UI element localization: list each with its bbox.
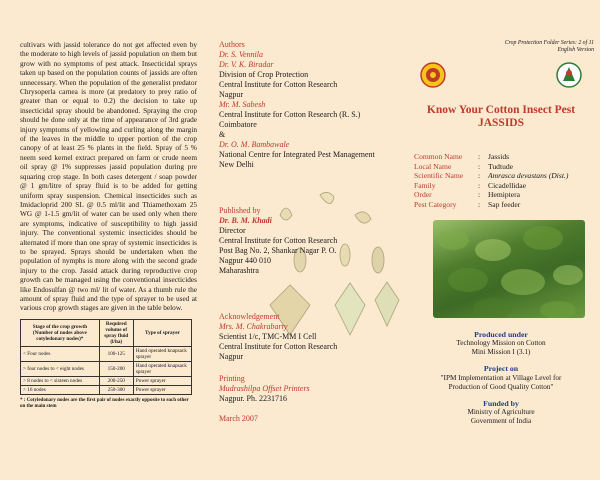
table-cell: Power sprayer — [133, 376, 191, 385]
info-value: Amrasca devastans (Dist.) — [488, 171, 569, 181]
table-cell: 100-125 — [99, 346, 133, 361]
table-cell: > 16 nodes — [21, 385, 100, 394]
table-cell: 250-300 — [99, 385, 133, 394]
project-line: Production of Good Quality Cotton" — [448, 382, 554, 391]
table-header-row — [21, 319, 192, 346]
printing-heading: Printing — [219, 374, 245, 383]
affiliation-line: Central Institute for Cotton Research — [219, 80, 338, 89]
info-label: Family — [414, 180, 436, 190]
info-separator: : — [478, 180, 481, 190]
affiliation-line: Nagpur — [219, 90, 243, 99]
table-footnote: * : Cotyledonary nodes are the first pair of nodes exactly opposite to each other on the main stem — [20, 397, 189, 409]
acknowledgement-line: Scientist 1/c, TMC-MM I Cell — [219, 332, 317, 341]
info-label: Local Name — [414, 161, 452, 171]
table-cell: Power sprayer — [133, 385, 191, 394]
info-value: Cicadellidae — [488, 180, 526, 190]
publisher-address: Post Bag No. 2, Shankar Nagar P. O. — [219, 246, 337, 255]
table-cell: Hand operated knapsack sprayer — [133, 346, 191, 361]
publisher-role: Director — [219, 226, 246, 235]
project-heading: Project on — [483, 364, 519, 374]
ampersand: & — [219, 130, 226, 139]
info-row — [414, 200, 594, 210]
acknowledgement-line: Central Institute for Cotton Research — [219, 342, 338, 351]
cotton-leaves-icon — [433, 220, 585, 318]
info-separator: : — [478, 161, 481, 171]
acknowledged-person: Mrs. M. Chakrabarty — [219, 322, 288, 331]
table-row — [21, 385, 192, 394]
table-row — [21, 376, 192, 385]
info-separator: : — [478, 171, 481, 181]
affiliation-line: New Delhi — [219, 160, 254, 169]
produced-line: Mini Mission I (3.1) — [471, 348, 531, 357]
table-row — [21, 346, 192, 361]
management-text: cultivars with jassid tolerance do not get affected even by the moderate to high levels of jassid population on them but grow with no symptoms of pest attack. Insecticidal sprays taken up based on the population counts of jassids are often unnecessary. When the population of the generalist predator Chrysoperla carnea is more (at predatory to prey ratio of greater than or equal to 0.2) the decision to take up insecticidal spray should be abandoned. Spraying the crop should be done only at the time of appearance of 3rd grade injury symptoms of yellowing and curling along the margin of the leaves in the middle to upper portion of the crop canopy of at least 25 % plants in the field. Spray of 5 % neem seed kernel extract prepared on farm or crude neem oil spray @ 1% suppresses jassid population during pre squaring crop stage. In both cases detergent / soap powder @ 1 gm/litre of spray fluid is to be added for getting uniform spray suspension. Chemical insecticides such as Imidacloprid 200 SL @ 0.5 ml/lit and Thiamethoxam 25 WG @ 1-1.5 gm/lit of water can be used only when there are symptoms, indicative of susceptibility to high jassid injury. The conventional systemic insecticides should be alternated if more than one spray of systemic insecticides is to be sprayed. Sprays should be undertaken when the population of nymphs is more along with the second grade injury to the crop. Jassid attack during reproductive crop growth can be managed using the conventional insecticides like Endosulfan @ two ml/ lit of water. As a thumb rule the amount of spray fluid and the type of sprayer to be used at various crop growth stages are given in the table below. — [20, 40, 197, 313]
left-panel — [0, 0, 205, 480]
info-row — [414, 181, 594, 191]
info-label: Pest Category — [414, 199, 457, 209]
pest-title: JASSIDS — [477, 117, 525, 129]
info-value: Tudtude — [488, 161, 514, 171]
table-cell: > four nodes to < eight nodes — [21, 361, 100, 376]
info-label: Scientific Name — [414, 171, 464, 181]
info-row — [414, 152, 594, 162]
authors-heading: Authors — [219, 40, 245, 49]
info-label: Order — [414, 190, 432, 200]
info-value: Hemiptera — [488, 190, 521, 200]
produced-line: Technology Mission on Cotton — [456, 339, 546, 348]
publisher-name: Dr. B. M. Khadi — [219, 216, 272, 225]
table-header: Stage of the crop growth (Number of nodes above cotyledonary nodes)* — [21, 319, 100, 346]
table-row — [21, 361, 192, 376]
right-panel — [400, 0, 600, 480]
publication-date: March 2007 — [219, 414, 258, 423]
affiliation-line: Division of Crop Protection — [219, 70, 309, 79]
publisher-address: Central Institute for Cotton Research — [219, 236, 338, 245]
info-value: Sap feeder — [488, 199, 521, 209]
info-value: Jassids — [488, 152, 510, 161]
publisher-address: Nagpur 440 010 — [219, 256, 271, 265]
publisher-address: Maharashtra — [219, 266, 259, 275]
produced-heading: Produced under — [474, 329, 528, 339]
printer-address: Nagpur. Ph. 2231716 — [219, 394, 287, 403]
icar-logo-icon — [420, 62, 446, 88]
middle-panel — [205, 0, 405, 480]
published-heading: Published by — [219, 206, 261, 215]
cotton-field-photo — [433, 220, 585, 318]
funded-heading: Funded by — [483, 398, 519, 408]
table-cell: Hand operated knapsack sprayer — [133, 361, 191, 376]
info-label: Common Name — [414, 152, 463, 161]
info-row — [414, 162, 594, 172]
author-name: Dr. S. Vennila — [219, 50, 263, 59]
affiliation-line: National Centre for Integrated Pest Management — [219, 150, 375, 159]
project-line: "IPM Implementation at Village Level for — [440, 373, 562, 382]
table-cell: 150-200 — [99, 361, 133, 376]
table-header: Type of sprayer — [133, 319, 191, 346]
pest-info-list — [414, 152, 594, 210]
funded-line: Ministry of Agriculture — [467, 408, 535, 417]
info-separator: : — [478, 152, 481, 161]
author-name: Mr. M. Sabesh — [219, 100, 266, 109]
author-name: Dr. O. M. Bambawale — [219, 140, 290, 149]
acknowledgement-heading: Acknowledgement — [219, 312, 280, 321]
affiliation-line: Coimbatore — [219, 120, 257, 129]
table-header: Required volume of spray fluid (l/ha) — [99, 319, 133, 346]
printer-name: Mudrashilpa Offset Printers — [219, 384, 310, 393]
page-title: Know Your Cotton Insect Pest — [426, 104, 576, 116]
table-cell: > 8 nodes to < sixteen nodes — [21, 376, 100, 385]
info-row — [414, 171, 594, 181]
cicr-logo-icon — [556, 62, 582, 88]
funded-line: Government of India — [470, 417, 532, 426]
acknowledgement-line: Nagpur — [219, 352, 243, 361]
info-separator: : — [478, 190, 481, 200]
info-separator: : — [478, 199, 481, 209]
series-label: Crop Protection Folder Series: 2 of 11 — [504, 40, 594, 46]
logo-row — [408, 54, 594, 88]
table-cell: < Four nodes — [21, 346, 100, 361]
affiliation-line: Central Institute for Cotton Research (R. S.) — [219, 110, 361, 119]
spray-table — [20, 319, 192, 395]
table-cell: 200-250 — [99, 376, 133, 385]
info-row — [414, 190, 594, 200]
author-name: Dr. V. K. Biradar — [219, 60, 274, 69]
version-label: English Version — [557, 47, 594, 53]
